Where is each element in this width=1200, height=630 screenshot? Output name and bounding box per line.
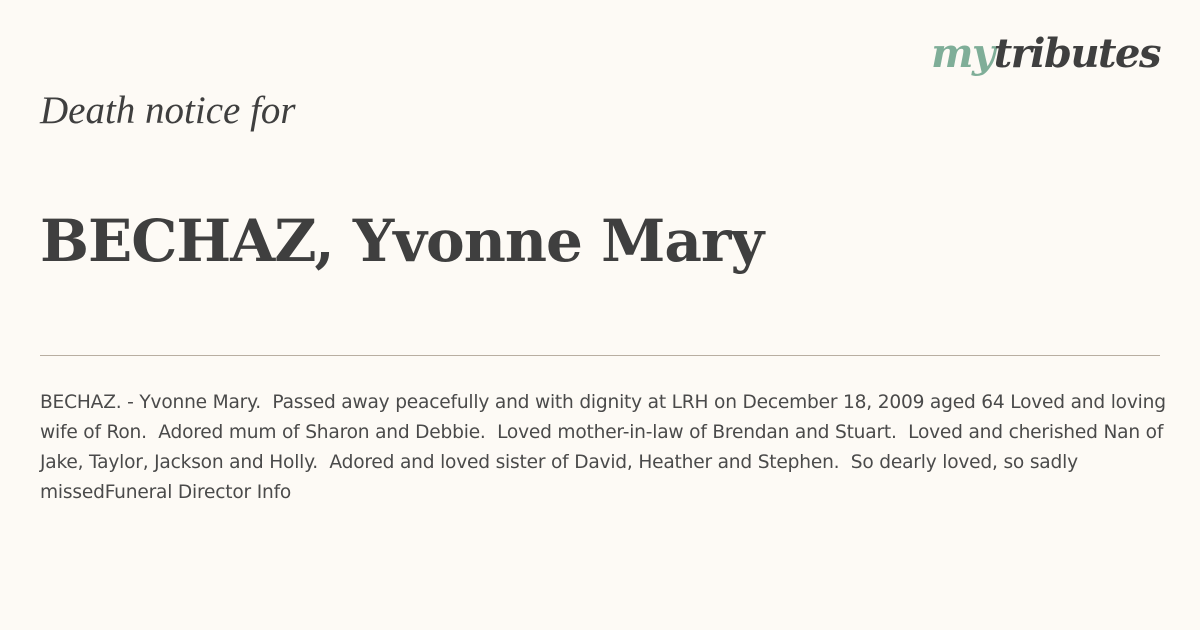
logo-my-text: my	[931, 30, 994, 77]
divider	[40, 355, 1160, 356]
logo-tributes-text: tributes	[993, 30, 1160, 77]
notice-intro: Death notice for	[40, 89, 296, 132]
notice-body: BECHAZ. - Yvonne Mary. Passed away peacefully and with dignity at LRH on December 18, 2009 aged 64 Loved and loving wife of Ron. Adored mum of Sharon and Debbie. Loved mother-in-law of Brendan and Stuart. Loved and cherished Nan of Jake, Taylor, Jackson and Holly. Adored and loved sister of David, Heather and Stephen. So dearly loved, so sadly missedFuneral Director Info	[40, 392, 1172, 503]
deceased-name: BECHAZ, Yvonne Mary	[40, 207, 764, 275]
mytributes-logo[interactable]	[931, 30, 1160, 77]
